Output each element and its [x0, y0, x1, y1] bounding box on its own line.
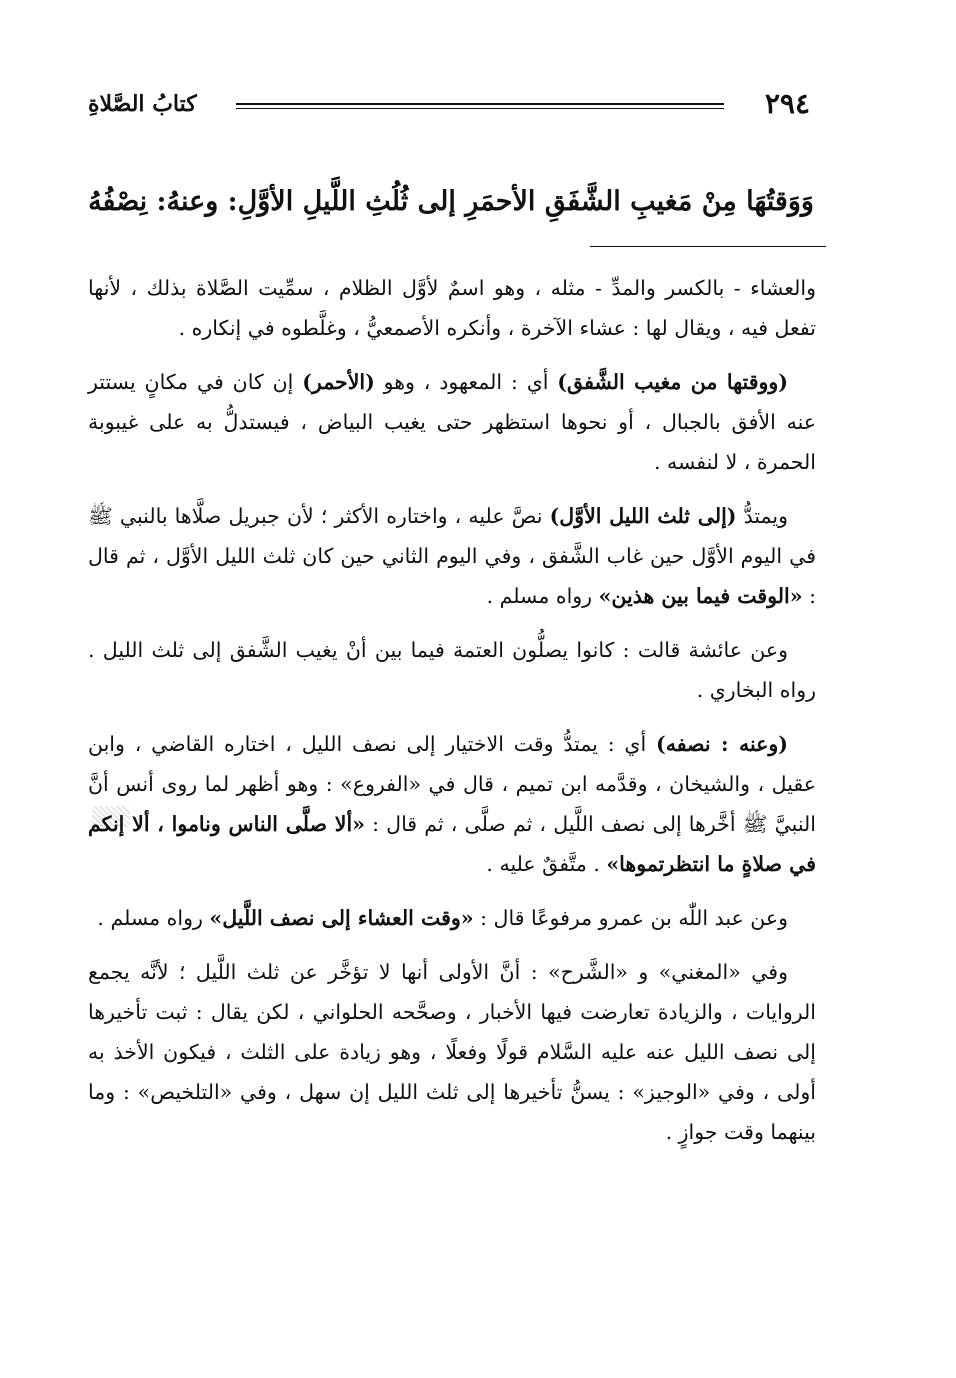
commentary-paragraph — [88, 724, 816, 884]
paragraph-text: نصَّ عليه ، واختاره الأكثر ؛ لأن جبريل صلَّاها بالنبي ﷺ في اليوم الأوَّل حين غاب الشَّفق ، وفي اليوم الثاني حين كان ثلث الليل الأوَّل ، ثم قال : — [88, 504, 816, 608]
paragraph-text: أي : المعهود ، وهو — [374, 370, 558, 394]
quoted-text: (الأحمر) — [302, 370, 375, 394]
paragraph-text: وعن عائشة قالت : كانوا يصلُّون العتمة فيما بين أنْ يغيب الشَّفق إلى ثلث الليل . رواه البخاري . — [88, 638, 816, 702]
header-rule — [236, 103, 724, 109]
quoted-text: «الوقت فيما بين هذين» — [598, 584, 803, 608]
quoted-text: (ووقتها من مغيب الشَّفق) — [557, 370, 789, 394]
paragraph-text: وفي «المغني» و «الشَّرح» : أنَّ الأولى أنها لا تؤخَّر عن ثلث اللَّيل ؛ لأنَّه يجمع الروايات ، والزيادة تعارضت فيها الأخبار ، وصحَّحه الحلواني ، لكن يقال : ثبت تأخيرها إلى نصف الليل عنه عليه السَّلام قولًا وفعلًا ، وهو زيادة على الثلث ، فيكون الأخذ به أولى ، وفي «الوجيز» : يسنُّ تأخيرها إلى ثلث الليل إن سهل ، وفي «التلخيص» : وما بينهما وقت جوازٍ . — [88, 960, 816, 1144]
paragraph-text: رواه مسلم . — [97, 906, 210, 930]
commentary-paragraph — [88, 268, 816, 348]
paragraph-text: رواه مسلم . — [486, 584, 599, 608]
matn-text: وَوَقتُهَا مِنْ مَغيبِ الشَّفَقِ الأحمَرِ إلى ثُلُثِ اللَّيلِ الأوَّلِ: وعنهُ: نِصْفُهُ — [88, 186, 814, 217]
paragraph-text: . متَّفقٌ عليه . — [486, 852, 607, 876]
commentary-paragraph — [88, 952, 816, 1152]
commentary-paragraph — [88, 630, 816, 710]
commentary-paragraph — [88, 496, 816, 616]
quoted-text: (إلى ثلث الليل الأوَّل) — [549, 504, 737, 528]
paragraph-text: إن كان في مكانٍ يستتر عنه الأفق بالجبال ، أو نحوها استظهر حتى يغيب البياض ، فيستدلُّ به على غيبوبة الحمرة ، لا لنفسه . — [88, 370, 816, 474]
quoted-text: «ألا صلَّى الناس وناموا ، ألا إنكم في صلاةٍ ما انتظرتموها» — [88, 812, 816, 876]
quoted-text: «وقت العشاء إلى نصف اللَّيل» — [209, 906, 474, 930]
paragraph-text: أي : يمتدُّ وقت الاختيار إلى نصف الليل ، اختاره القاضي ، وابن عقيل ، والشيخان ، وقدَّمه ابن تميم ، قال في «الفروع» : وهو أظهر لما روى أنس أنَّ النبيَّ ﷺ أخَّرها إلى نصف اللَّيل ، ثم صلَّى ، ثم قال : — [88, 732, 816, 836]
matn-separator — [590, 246, 826, 247]
running-title: كتابُ الصَّلاةِ — [88, 91, 197, 117]
quoted-text: (وعنه : نصفه) — [656, 732, 788, 756]
commentary-paragraph — [88, 898, 816, 938]
page-header — [88, 86, 810, 130]
paragraph-text: والعشاء - بالكسر والمدِّ - مثله ، وهو اسمٌ لأوَّل الظلام ، سمِّيت الصَّلاة بذلك ، لأنها تفعل فيه ، ويقال لها : عشاء الآخرة ، وأنكره الأصمعيُّ ، وغلَّطوه في إنكاره . — [88, 276, 816, 340]
commentary-body — [88, 268, 816, 1166]
page-number: ٢٩٤ — [764, 87, 810, 120]
paragraph-text: ويمتدُّ — [736, 504, 788, 528]
commentary-paragraph — [88, 362, 816, 482]
paragraph-text: وعن عبد اللّٰه بن عمرو مرفوعًا قال : — [473, 906, 788, 930]
